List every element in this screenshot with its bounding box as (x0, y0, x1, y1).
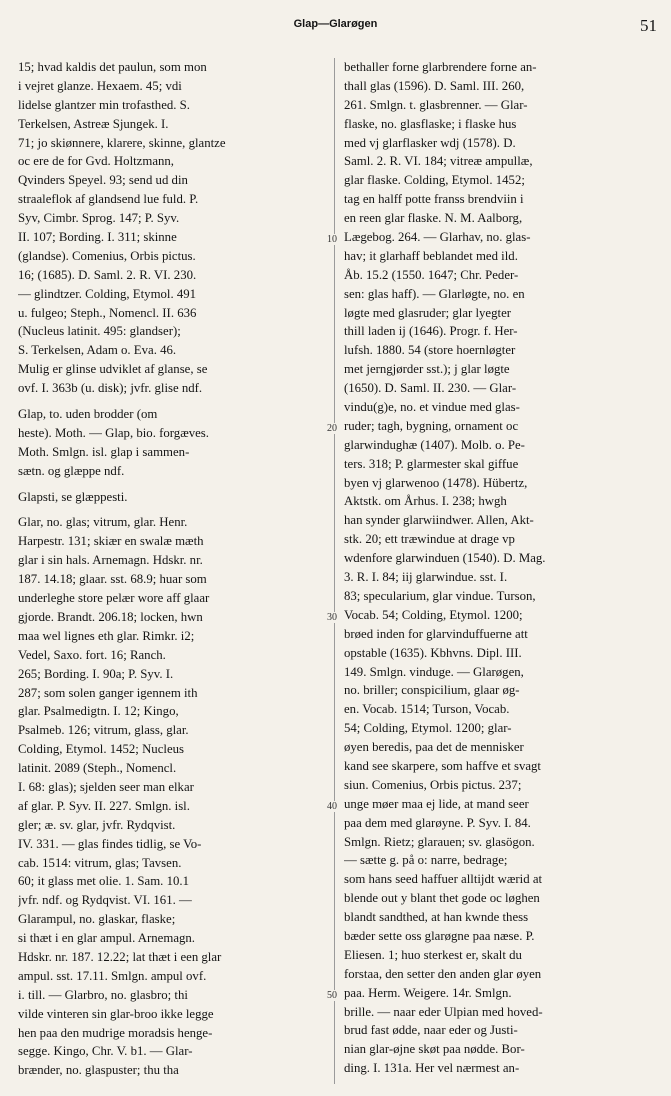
text-line: vilde vinteren sin glar-broo ikke legge (18, 1006, 214, 1021)
text-line: brud fast ødde, naar eder og Justi- (344, 1023, 518, 1038)
text-line: 15; hvad kaldis det paulun, som mon (18, 60, 207, 74)
text-line: glar i sin hals. Arnemagn. Hdskr. nr. (18, 553, 203, 568)
text-line: brænder, no. glaspuster; thu tha (18, 1063, 179, 1078)
line-number: 10 (327, 234, 337, 245)
text-line: nian glar-øjne skøt paa nødde. Bor- (344, 1042, 525, 1057)
text-line: forstaa, den setter den anden glar øyen (344, 966, 542, 981)
right-column (344, 58, 660, 1078)
text-line: segge. Kingo, Chr. V. b1. — Glar- (18, 1044, 193, 1059)
text-line: Syv, Cimbr. Sprog. 147; P. Syv. (18, 211, 180, 226)
page-header (0, 18, 671, 40)
text-line: 3. R. I. 84; iij glarwindue. sst. I. (344, 570, 508, 585)
text-line: S. Terkelsen, Adam o. Eva. 46. (18, 343, 177, 358)
text-line: Glapsti, se glæppesti. (18, 489, 128, 504)
text-line: Eliesen. 1; huo sterkest er, skalt du (344, 947, 522, 962)
text-line: 261. Smlgn. t. glasbrenner. — Glar- (344, 97, 528, 112)
text-line: Qvinders Speyel. 93; send ud din (18, 173, 188, 188)
text-line: ovf. I. 363b (u. disk); jvfr. glise ndf. (18, 381, 203, 396)
text-line: maa wel lignes eth glar. Rimkr. i2; (18, 628, 195, 643)
text-line: lufsh. 1880. 54 (store hoernløgter (344, 343, 516, 358)
text-line: lidelse glantzer min trofasthed. S. (18, 97, 191, 112)
column-divider (334, 58, 335, 1084)
text-line: Harpestr. 131; skiær en swalæ mæth (18, 534, 204, 549)
text-line: bethaller forne glarbrendere forne an- (344, 60, 537, 74)
text-line: ters. 318; P. glarmester skal giffue (344, 456, 519, 471)
line-number: 50 (327, 990, 337, 1001)
text-line: af glar. P. Syv. II. 227. Smlgn. isl. (18, 798, 190, 813)
text-line: hen paa den mudrige moradsis henge- (18, 1025, 213, 1040)
text-line: brille. — naar eder Ulpian med hoved- (344, 1004, 543, 1019)
text-line: Smlgn. Rietz; glarauen; sv. glasögon. (344, 834, 535, 849)
text-line: unge møer maa ej lide, at mand seer (344, 796, 529, 811)
line-number: 20 (327, 423, 337, 434)
text-line: løgte med glasruder; glar lyegter (344, 305, 512, 320)
text-line: stk. 20; ett træwindue at drage vp (344, 532, 515, 547)
text-line: i. till. — Glarbro, no. glasbro; thi (18, 987, 188, 1002)
text-line: 287; som solen ganger igennem ith (18, 685, 198, 700)
text-line: blandt sandthed, at han kwnde thess (344, 910, 529, 925)
text-line: hav; it glarhaff beblandet med ild. (344, 248, 518, 263)
text-line: 16; (1685). D. Saml. 2. R. VI. 230. (18, 267, 197, 282)
text-line: (Nucleus latinit. 495: glandser); (18, 324, 181, 339)
text-line: Mulig er glinse udviklet af glanse, se (18, 362, 208, 377)
text-line: latinit. 2089 (Steph., Nomencl. (18, 761, 177, 776)
text-line: Aktstk. om Århus. I. 238; hwgh (344, 494, 507, 509)
line-number: 40 (327, 801, 337, 812)
text-line: no. briller; conspicilium, glaar øg- (344, 683, 520, 698)
text-line: oc ere de for Gvd. Holtzmann, (18, 154, 174, 169)
left-column (18, 58, 324, 1080)
text-line: brøed inden for glarvinduffuerne att (344, 626, 528, 641)
text-line: heste). Moth. — Glap, bio. forgæves. (18, 425, 209, 440)
text-line: paa dem med glarøyne. P. Syv. I. 84. (344, 815, 531, 830)
text-line: i vejret glanze. Hexaem. 45; vdi (18, 78, 182, 93)
text-line: Psalmeb. 126; vitrum, glass, glar. (18, 723, 189, 738)
text-line: byen vj glarwenoo (1478). Hübertz, (344, 475, 528, 490)
running-head: Glap—Glarøgen (293, 18, 378, 30)
text-line: wdenfore glarwinduen (1540). D. Mag. (344, 551, 546, 566)
text-line: Hdskr. nr. 187. 12.22; lat thæt i een glar (18, 949, 222, 964)
text-line: flaske, no. glasflaske; i flaske hus (344, 116, 517, 131)
text-line: 265; Bording. I. 90a; P. Syv. I. (18, 666, 174, 681)
text-line: Glar, no. glas; vitrum, glar. Henr. (18, 515, 188, 530)
text-line: Glarampul, no. glaskar, flaske; (18, 912, 176, 927)
text-line: glar. Psalmedigtn. I. 12; Kingo, (18, 704, 179, 719)
text-line: cab. 1514: vitrum, glas; Tavsen. (18, 855, 182, 870)
text-line: Lægebog. 264. — Glarhav, no. glas- (344, 230, 531, 245)
text-line: Moth. Smlgn. isl. glap i sammen- (18, 444, 190, 459)
text-line: kand see skarpere, som haffve et svagt (344, 758, 541, 773)
text-line: en. Vocab. 1514; Turson, Vocab. (344, 702, 510, 717)
text-line: 60; it glass met olie. 1. Sam. 10.1 (18, 874, 189, 889)
text-line: thall glas (1596). D. Saml. III. 260, (344, 78, 525, 93)
text-line: u. fulgeo; Steph., Nomencl. II. 636 (18, 305, 197, 320)
line-number: 30 (327, 612, 337, 623)
text-line: Saml. 2. R. VI. 184; vitreæ ampullæ, (344, 154, 533, 169)
text-line: glar flaske. Colding, Etymol. 1452; (344, 173, 525, 188)
text-line: tag en halff potte franss brendviin i (344, 192, 524, 207)
text-line: gler; æ. sv. glar, jvfr. Rydqvist. (18, 817, 176, 832)
text-line: 149. Smlgn. vinduge. — Glarøgen, (344, 664, 524, 679)
text-line: Vocab. 54; Colding, Etymol. 1200; (344, 607, 523, 622)
text-line: gjorde. Brandt. 206.18; locken, hwn (18, 609, 203, 624)
text-line: Terkelsen, Astreæ Sjungek. I. (18, 116, 169, 131)
text-line: en reen glar flaske. N. M. Aalborg, (344, 211, 523, 226)
text-line: Åb. 15.2 (1550. 1647; Chr. Peder- (344, 267, 519, 282)
text-line: jvfr. ndf. og Rydqvist. VI. 161. — (18, 893, 192, 908)
text-line: glarwindughæ (1407). Molb. o. Pe- (344, 437, 525, 452)
text-line: han synder glarwiindwer. Allen, Akt- (344, 513, 534, 528)
text-line: — sætte g. på o: narre, bedrage; (344, 853, 508, 868)
text-line: II. 107; Bording. I. 311; skinne (18, 230, 177, 245)
page-number: 51 (640, 16, 657, 35)
text-line: ruder; tagh, bygning, ornament oc (344, 418, 519, 433)
text-line: 71; jo skiønnere, klarere, skinne, glantze (18, 135, 226, 150)
text-line: IV. 331. — glas findes tidlig, se Vo- (18, 836, 202, 851)
text-line: thill laden ij (1646). Progr. f. Her- (344, 324, 518, 339)
text-line: som hans seed haffuer alltijdt wærid at (344, 872, 543, 887)
text-line: I. 68: glas); sjelden seer man elkar (18, 779, 194, 794)
text-line: straaleflok af glandsend lue fuld. P. (18, 192, 199, 207)
text-line: ampul. sst. 17.11. Smlgn. ampul ovf. (18, 968, 207, 983)
text-line: 54; Colding, Etymol. 1200; glar- (344, 721, 512, 736)
text-line: vindu(g)e, no. et vindue med glas- (344, 400, 520, 415)
text-line: bæder sette oss glarøgne paa næse. P. (344, 928, 535, 943)
text-line: — glindtzer. Colding, Etymol. 491 (18, 286, 197, 301)
text-line: med vj glarflasker wdj (1578). D. (344, 135, 516, 150)
text-line: met jerngjørder sst.); j glar løgte (344, 362, 510, 377)
text-line: opstable (1635). Kbhvns. Dipl. III. (344, 645, 522, 660)
text-line: underleghe store pelær wore aff glaar (18, 591, 210, 606)
text-line: Colding, Etymol. 1452; Nucleus (18, 742, 184, 757)
text-line: si thæt i en glar ampul. Arnemagn. (18, 931, 195, 946)
text-line: 187. 14.18; glaar. sst. 68.9; huar som (18, 572, 207, 587)
text-line: ding. I. 131a. Her vel nærmest an- (344, 1061, 520, 1076)
text-line: Vedel, Saxo. fort. 16; Ranch. (18, 647, 166, 662)
text-line: paa. Herm. Weigere. 14r. Smlgn. (344, 985, 512, 1000)
text-line: Glap, to. uden brodder (om (18, 407, 158, 422)
text-line: 83; specularium, glar vindue. Turson, (344, 588, 536, 603)
text-line: øyen beredis, paa det de mennisker (344, 740, 524, 755)
text-line: blende out y blant thet gode oc løghen (344, 891, 540, 906)
text-line: sætn. og glæppe ndf. (18, 463, 125, 478)
text-line: (glandse). Comenius, Orbis pictus. (18, 248, 196, 263)
text-line: siun. Comenius, Orbis pictus. 237; (344, 777, 522, 792)
text-line: (1650). D. Saml. II. 230. — Glar- (344, 381, 517, 396)
text-line: sen: glas haff). — Glarløgte, no. en (344, 286, 525, 301)
